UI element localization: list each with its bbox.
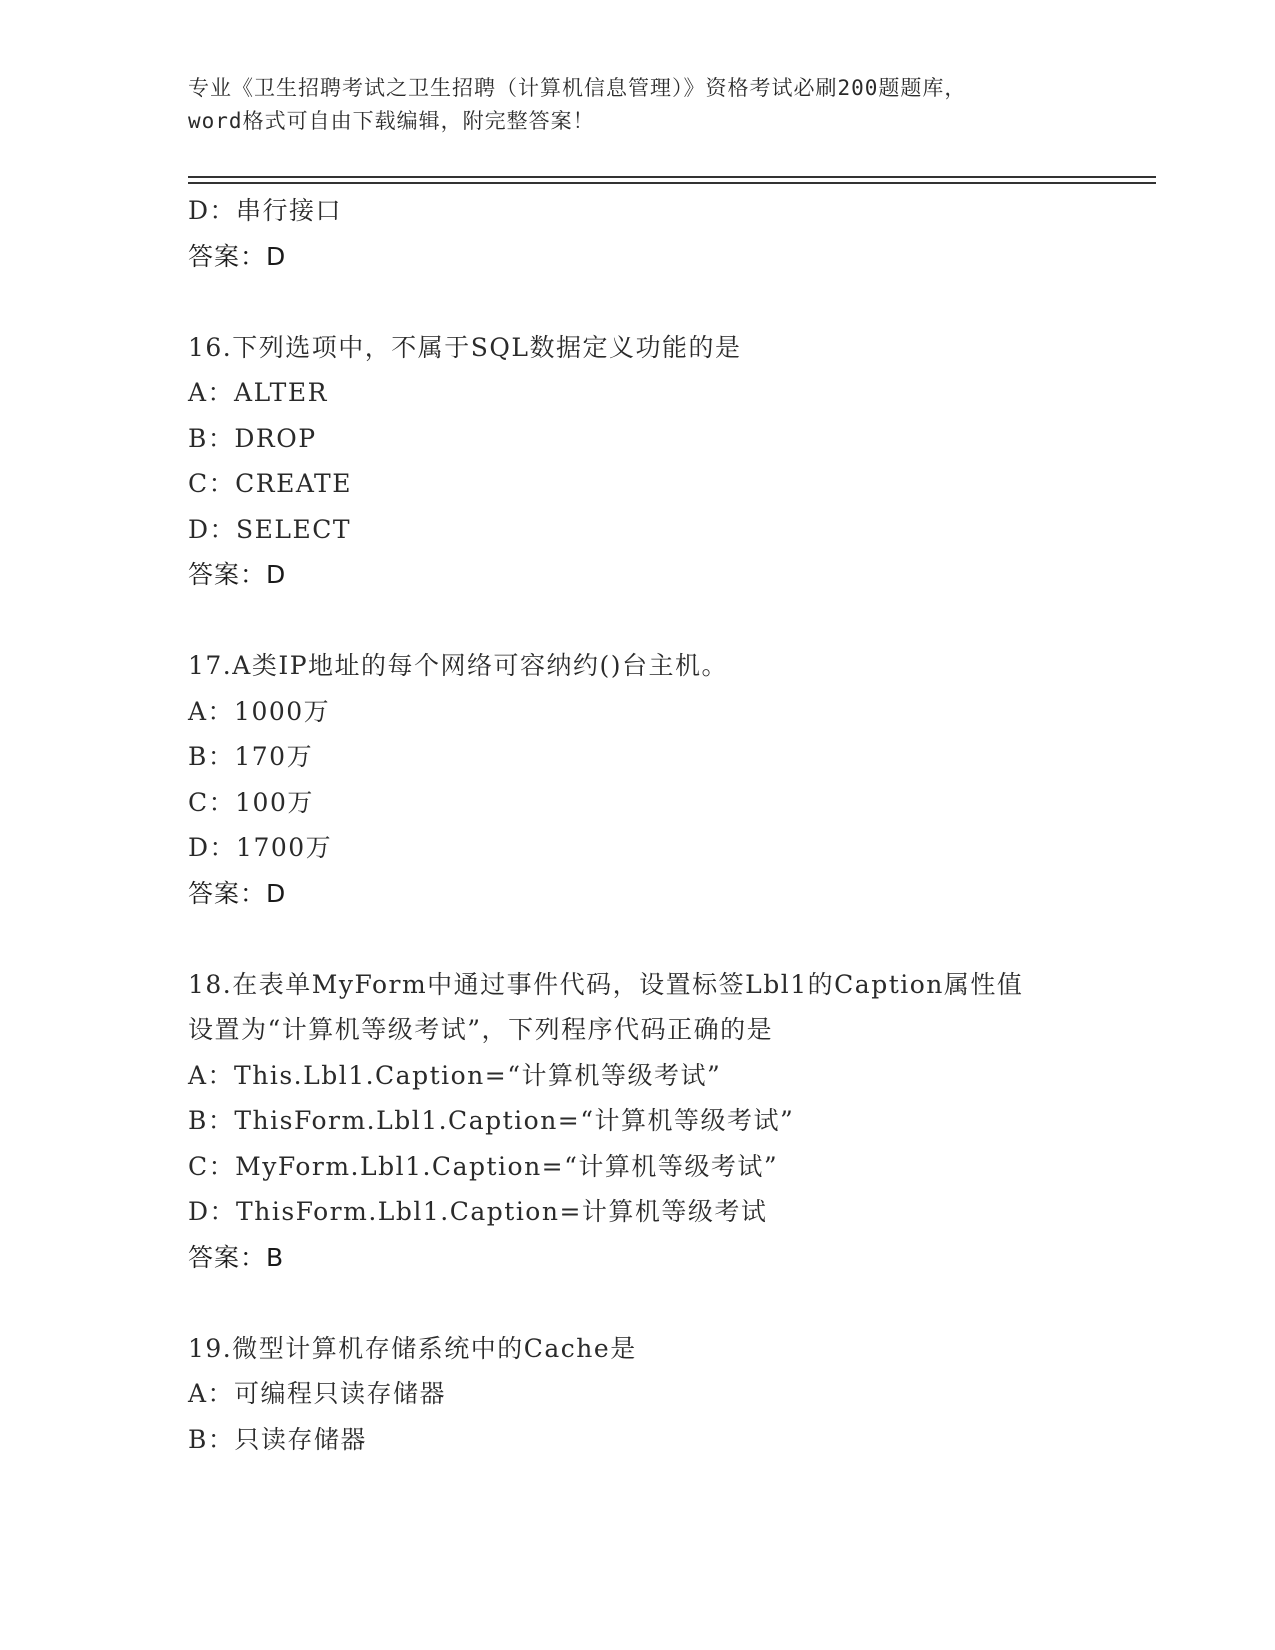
question-16-stem: 16.下列选项中，不属于SQL数据定义功能的是 — [188, 332, 742, 362]
question-19-stem: 19.微型计算机存储系统中的Cache是 — [188, 1333, 637, 1363]
question-17-option-d: D：1700万 — [188, 833, 333, 862]
header-divider-top — [188, 176, 1156, 178]
question-list — [188, 188, 1148, 1462]
question-18-option-b: B：ThisForm.Lbl1.Caption=“计算机等级考试” — [188, 1106, 795, 1135]
question-15-option-d: D：串行接口 — [188, 196, 343, 225]
spacer — [188, 598, 1148, 644]
question-18-option-d: D：ThisForm.Lbl1.Caption=计算机等级考试 — [188, 1197, 768, 1226]
page-header — [188, 72, 1088, 138]
header-divider-bottom — [188, 182, 1156, 184]
question-16-option-c: C：CREATE — [188, 469, 352, 498]
question-16-option-a: A：ALTER — [188, 378, 328, 407]
question-18-option-c: C：MyForm.Lbl1.Caption=“计算机等级考试” — [188, 1151, 779, 1181]
question-18-stem-line-1: 18.在表单MyForm中通过事件代码，设置标签Lbl1的Caption属性值 — [188, 969, 1024, 999]
spacer — [188, 916, 1148, 962]
spacer — [188, 1280, 1148, 1326]
question-16-answer: 答案：D — [188, 560, 287, 589]
question-17-option-b: B：170万 — [188, 742, 314, 771]
question-16-option-b: B：DROP — [188, 423, 317, 453]
header-title-line-1: 专业《卫生招聘考试之卫生招聘（计算机信息管理）》资格考试必刷200题题库， — [188, 76, 967, 100]
question-19-option-b: B：只读存储器 — [188, 1424, 367, 1454]
question-19-option-a: A：可编程只读存储器 — [188, 1379, 447, 1408]
question-18-answer: 答案：B — [188, 1242, 285, 1272]
question-15-answer: 答案：D — [188, 241, 287, 271]
spacer — [188, 279, 1148, 325]
question-17-option-a: A：1000万 — [188, 696, 331, 726]
question-18-option-a: A：This.Lbl1.Caption=“计算机等级考试” — [188, 1060, 722, 1090]
question-16-option-d: D：SELECT — [188, 514, 352, 544]
question-17-answer: 答案：D — [188, 878, 287, 908]
question-17-option-c: C：100万 — [188, 787, 314, 817]
header-title-line-2: word格式可自由下载编辑，附完整答案！ — [188, 109, 595, 133]
question-18-stem-line-2: 设置为“计算机等级考试”，下列程序代码正确的是 — [188, 1015, 774, 1044]
question-17-stem: 17.A类IP地址的每个网络可容纳约()台主机。 — [188, 651, 729, 680]
